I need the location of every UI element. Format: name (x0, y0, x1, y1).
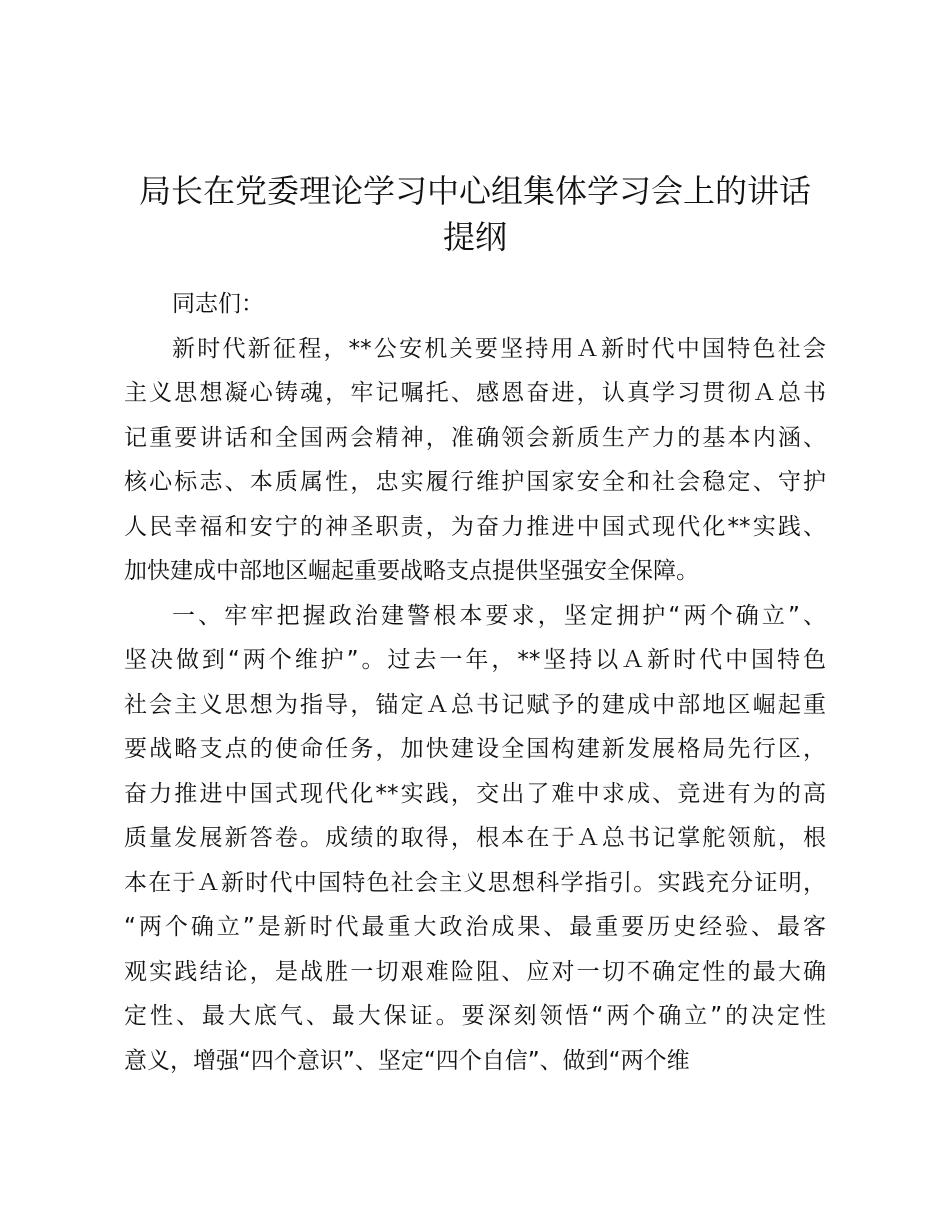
paragraph-2-line-2: 坚决做到“两个维护”。过去一年，**坚持以Ａ新时代中国特色 (124, 647, 826, 673)
paragraph-2-line-4: 要战略支点的使命任务，加快建设全国构建新发展格局先行区， (124, 736, 826, 762)
paragraph-2-line-11: 意义，增强“四个意识”、坚定“四个自信”、做到“两个维 (124, 1047, 690, 1074)
paragraph-2-line-1: 一、牢牢把握政治建警根本要求，坚定拥护“两个确立”、 (172, 602, 826, 629)
paragraph-2-line-5: 奋力推进中国式现代化**实践，交出了难中求成、竞进有为的高 (124, 780, 826, 807)
paragraph-1-line-2: 主义思想凝心铸魂，牢记嘱托、感恩奋进，认真学习贯彻Ａ总书 (124, 380, 826, 406)
greeting-line: 同志们： (172, 291, 264, 317)
paragraph-1-line-5: 人民幸福和安宁的神圣职责，为奋力推进中国式现代化**实践、 (124, 513, 826, 540)
paragraph-2-line-8: “两个确立”是新时代最重大政治成果、最重要历史经验、最客 (124, 914, 826, 940)
paragraph-1-line-3: 记重要讲话和全国两会精神，准确领会新质生产力的基本内涵、 (124, 424, 826, 451)
paragraph-2-line-6: 质量发展新答卷。成绩的取得，根本在于Ａ总书记掌舵领航，根 (124, 825, 826, 851)
document-title: 局长在党委理论学习中心组集体学习会上的讲话提纲 (138, 172, 811, 256)
paragraph-1-line-4: 核心标志、本质属性，忠实履行维护国家安全和社会稳定、守护 (124, 469, 826, 495)
paragraph-2-line-7: 本在于Ａ新时代中国特色社会主义思想科学指引。实践充分证明， (124, 869, 826, 896)
paragraph-1-line-6: 加快建成中部地区崛起重要战略支点提供坚强安全保障。 (124, 558, 699, 584)
paragraph-2-line-10: 定性、最大底气、最大保证。要深刻领悟“两个确立”的决定性 (124, 1003, 826, 1029)
paragraph-2-line-3: 社会主义思想为指导，锚定Ａ总书记赋予的建成中部地区崛起重 (124, 691, 826, 718)
paragraph-1-line-1: 新时代新征程，**公安机关要坚持用Ａ新时代中国特色社会 (172, 335, 826, 362)
document-body (124, 282, 826, 1083)
paragraph-2-line-9: 观实践结论，是战胜一切艰难险阻、应对一切不确定性的最大确 (124, 958, 826, 985)
